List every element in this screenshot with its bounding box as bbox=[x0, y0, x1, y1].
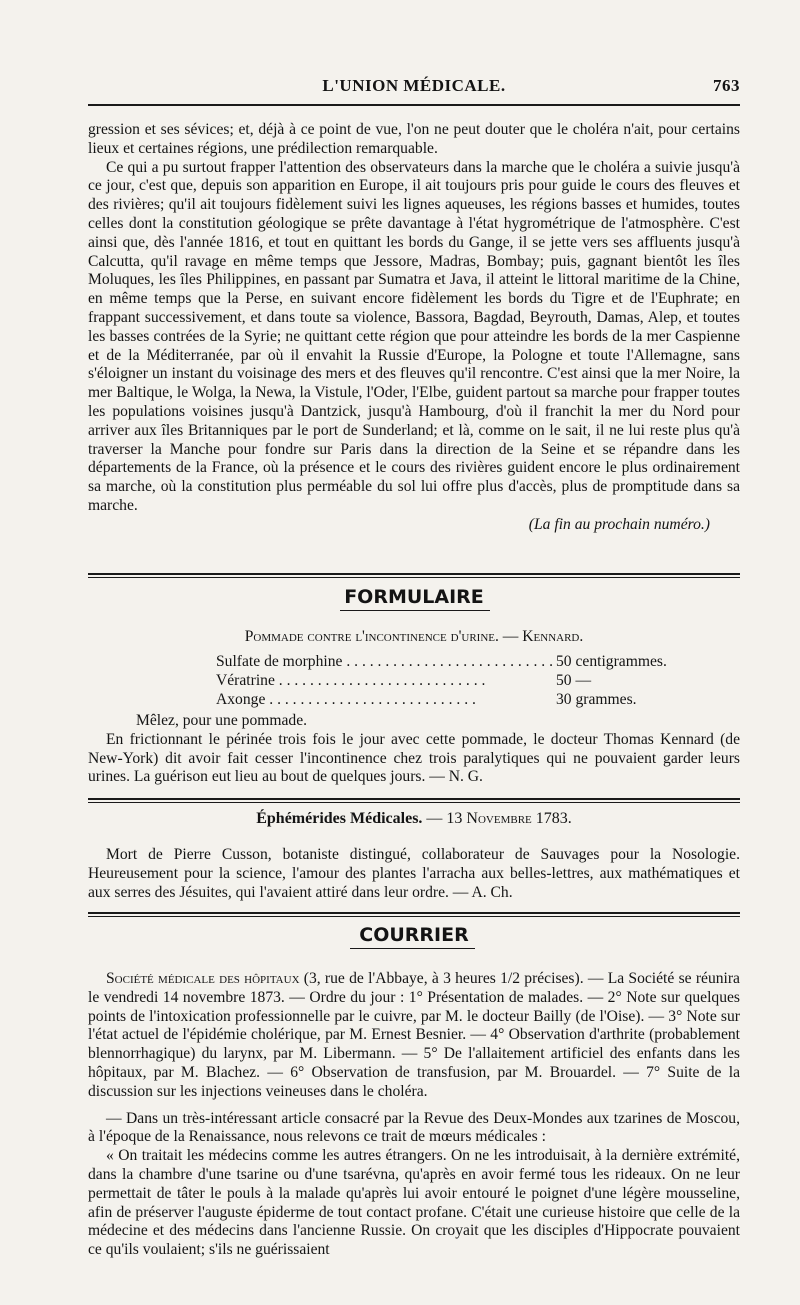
mix-instruction: Mêlez, pour une pommade. bbox=[136, 712, 308, 729]
section-rule bbox=[88, 798, 740, 800]
ingredient-quantity: 50 centigrammes. bbox=[556, 653, 667, 670]
ephemerides-title bbox=[88, 810, 740, 828]
ingredient-quantity: 50 — bbox=[556, 672, 592, 689]
title-underline bbox=[340, 610, 490, 611]
section-rule bbox=[88, 916, 740, 917]
article-paragraph: gression et ses sévices; et, déjà à ce point de vue, l'on ne peut douter que le choléra n'ait, pour certains lieux et certaines régions, une prédilection remarquable. bbox=[88, 121, 740, 157]
society-name: Société médicale des hôpitaux bbox=[106, 970, 300, 987]
journal-title: L'UNION MÉDICALE. bbox=[322, 76, 506, 95]
courrier-paragraph: « On traitait les médecins comme les autres étrangers. On ne les introduisait, à la dernière extrémité, dans la chambre d'une tsarine ou d'une tsarévna, qu'après en avoir fermé tous les rideaux. On ne leur permettait de tâter le pouls à la malade qu'après lui avoir entouré le poignet d'une légère mousseline, afin de préserver l'auguste épiderme de tout contact profane. C'était une curieuse histoire que celle de la médecine et des médecins dans l'ancienne Russie. On croyait que les disciples d'Hippocrate pouvaient ce qu'ils voulaient; s'ils ne guérissaient bbox=[88, 1147, 740, 1259]
article-body bbox=[88, 121, 740, 535]
formula-body bbox=[88, 712, 740, 787]
continued-note: (La fin au prochain numéro.) bbox=[528, 515, 710, 533]
running-header bbox=[88, 76, 740, 102]
formula-subtitle: Pommade contre l'incontinence d'urine. — Kennard. bbox=[244, 628, 584, 645]
ingredient-row bbox=[216, 671, 686, 690]
header-rule bbox=[88, 104, 740, 106]
section-rule bbox=[88, 912, 740, 914]
ephemerides-date: — 13 Novembre 1783. bbox=[426, 810, 572, 827]
courrier-title: COURRIER bbox=[359, 924, 469, 946]
article-paragraph: Ce qui a pu surtout frapper l'attention des observateurs dans la marche que le choléra a suivie jusqu'à ce jour, c'est que, depuis son apparition en Europe, il ait toujours pris pour guide le cours des fleuves et des rivières; qu'il ait toujours fidèlement suivi les lignes aqueuses, les régions basses et humides, toutes celles dont la constitution géologique se prête davantage à l'état hygrométrique de l'atmosphère. C'est ainsi que, dès l'année 1816, et tout en quittant les bords du Gange, il se jette vers ses affluents jusqu'à Calcutta, qu'il ravage en même temps que Jessore, Madras, Bombay; puis, gagnant bientôt les îles Moluques, les îles Philippines, en passant par Sumatra et Java, il atteint le littoral maritime de la Chine, en même temps que la Perse, en suivant encore fidèlement les bords du Tigre et de l'Euphrate; en frappant successivement, et dans toute sa violence, Bassora, Bagdad, Beyrouth, Damas, Alep, et toutes les basses contrées de la Syrie; ne quittant cette région que pour atteindre les bords de la mer Caspienne et de la Méditerranée, par où il envahit la Russie d'Europe, la Pologne et toute l'Allemagne, sans s'éloigner un instant du voisinage des mers et des fleuves qu'il rencontre. C'est ainsi que la mer Noire, la mer Baltique, le Wolga, la Newa, la Vistule, l'Oder, l'Elbe, guident partout sa marche pour frapper toutes les populations voisines jusqu'à Dantzick, jusqu'à Hambourg, d'où il franchit la mer du Nord pour arriver aux îles Britanniques par le port de Sunderland; et là, comme on le sait, il ne lui reste plus qu'à traverser la Manche pour fondre sur Paris dans la direction de la Seine et se répandre dans les départements de la France, où la présence et le cours des rivières guident encore le plus ordinairement sa marche, où la constitution plus perméable du sol lui offre plus d'accès, plus de promptitude dans sa marche. bbox=[88, 158, 740, 514]
courrier-paragraph bbox=[88, 970, 740, 1102]
courrier-paragraph: — Dans un très-intéressant article consacré par la Revue des Deux-Mondes aux tzarines de Moscou, à l'époque de la Renaissance, nous relevons ce trait de mœurs médicales : bbox=[88, 1109, 740, 1146]
ephemerides-text: Mort de Pierre Cusson, botaniste distingué, collaborateur de Sauvages pour la Nosologie. Heureusement pour la science, l'amour des plantes l'arracha aux belles-lettres, aux mathématiques et aux serres des Jésuites, qui l'avaient attiré dans leur ordre. — A. Ch. bbox=[88, 846, 740, 901]
section-rule bbox=[88, 573, 740, 575]
ephemerides-heading: Éphémérides Médicales. bbox=[256, 810, 423, 827]
ingredient-name: Vératrine . . . bbox=[216, 671, 556, 690]
formulaire-title: FORMULAIRE bbox=[344, 586, 484, 608]
section-rule bbox=[88, 577, 740, 578]
ingredient-name: Axonge . . . bbox=[216, 690, 556, 709]
ingredient-row bbox=[216, 652, 686, 671]
ingredient-list bbox=[216, 652, 686, 709]
title-underline bbox=[350, 948, 475, 949]
ephemerides-body bbox=[88, 846, 740, 902]
formula-text: En frictionnant le périnée trois fois le jour avec cette pommade, le docteur Thomas Kennard (de New-York) dit avoir fait cesser l'incontinence chez trois paralytiques qui ne pouvaient garder leurs urines. La guérison eut lieu au bout de quelques jours. — N. G. bbox=[88, 730, 740, 786]
ingredient-quantity: 30 grammes. bbox=[556, 691, 637, 708]
section-rule bbox=[88, 802, 740, 803]
page-number: 763 bbox=[713, 76, 740, 95]
ingredient-name: Sulfate de morphine . . . bbox=[216, 652, 556, 671]
society-notice: (3, rue de l'Abbaye, à 3 heures 1/2 précises). — La Société se réunira le vendredi 14 novembre 1873. — Ordre du jour : 1° Présentation de malades. — 2° Note sur quelques points de l'intoxication professionnelle par le cuivre, par M. le docteur Bailly (de l'Oise). — 3° Note sur l'état actuel de l'épidémie cholérique, par M. Ernest Besnier. — 4° Observation d'arthrite (probablement blennorrhagique) du larynx, par M. Libermann. — 5° De l'allaitement artificiel des enfants dans les hôpitaux, par M. Blachez. — 6° Observation de transfusion, par M. Brouardel. — 7° Suite de la discussion sur les injections veineuses dans le choléra. bbox=[88, 970, 740, 1100]
courrier-body bbox=[88, 970, 740, 1260]
ingredient-row bbox=[216, 690, 686, 709]
